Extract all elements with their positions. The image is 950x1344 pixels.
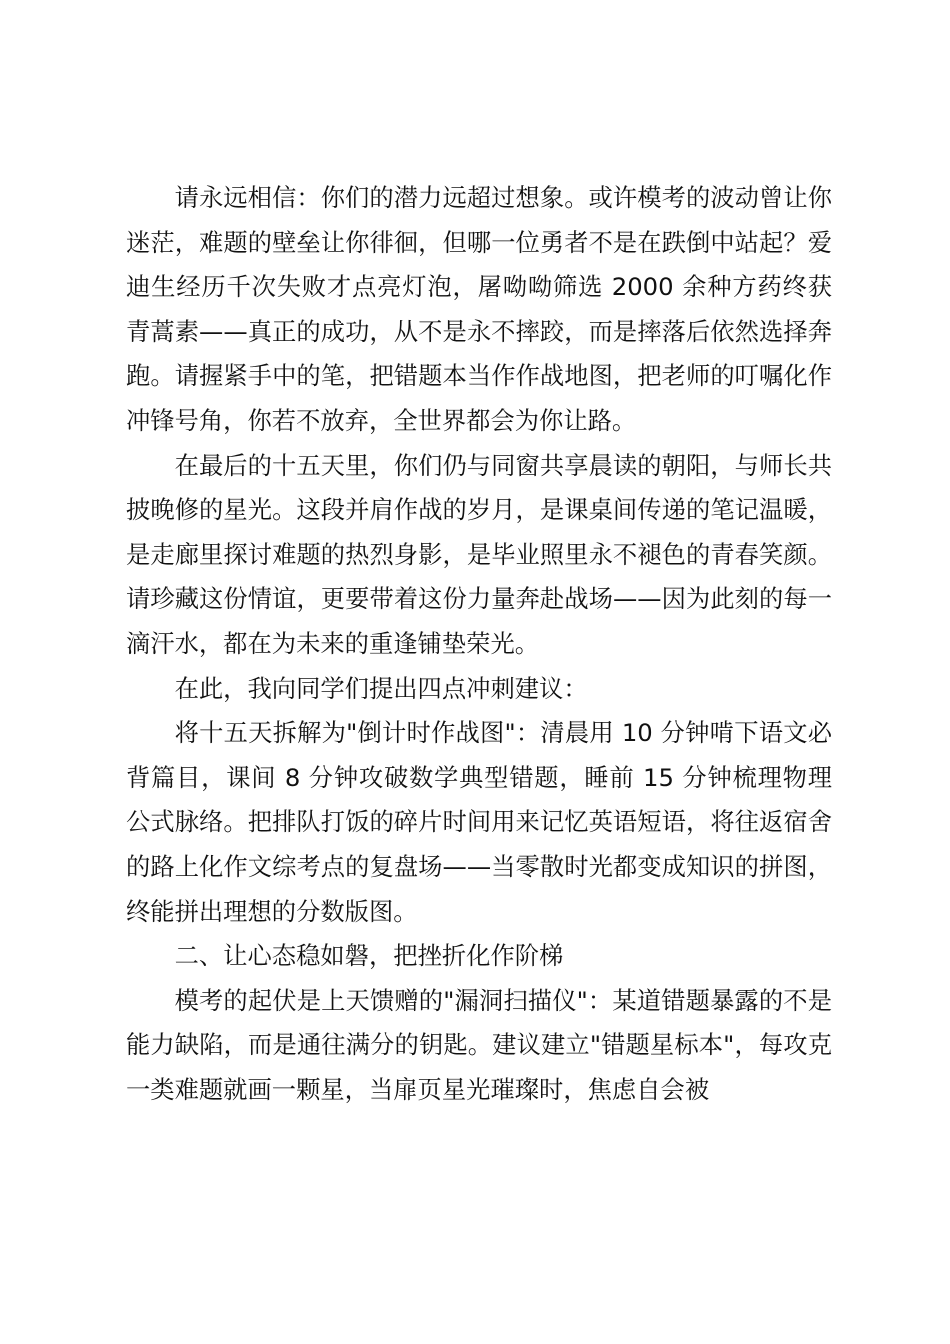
paragraph-believe-potential: 请永远相信：你们的潜力远超过想象。或许模考的波动曾让你迷茫，难题的壁垒让你徘徊，但哪一位勇者不是在跌倒中站起？爱迪生经历千次失败才点亮灯泡，屠呦呦筛选 2000 余种方药终获青蒿素——真正的成功，从不是永不摔跤，而是摔落后依然选择奔跑。请握紧手中的笔，把错题本当作作战地图，把老师的叮嘱化作冲锋号角，你若不放弃，全世界都会为你让路。 xyxy=(126,183,832,435)
paragraph-last-fifteen-days: 在最后的十五天里，你们仍与同窗共享晨读的朝阳，与师长共披晚修的星光。这段并肩作战的岁月，是课桌间传递的笔记温暖，是走廊里探讨难题的热烈身影，是毕业照里永不褪色的青春笑颜。请珍藏这份情谊，更要带着这份力量奔赴战场——因为此刻的每一滴汗水，都在为未来的重逢铺垫荣光。 xyxy=(126,450,832,658)
section-heading-mindset: 二、让心态稳如磐，把挫折化作阶梯 xyxy=(174,941,564,971)
paragraph-suggestions-intro: 在此，我向同学们提出四点冲刺建议： xyxy=(174,673,588,703)
paragraph-mock-exam: 模考的起伏是上天馈赠的"漏洞扫描仪"：某道错题暴露的不是能力缺陷，而是通往满分的钥匙。建议建立"错题星标本"，每攻克一类难题就画一颗星，当扉页星光璀璨时，焦虑自会被 xyxy=(126,985,832,1104)
document-body xyxy=(126,176,832,1112)
paragraph-countdown-plan: 将十五天拆解为"倒计时作战图"：清晨用 10 分钟啃下语文必背篇目，课间 8 分钟攻破数学典型错题，睡前 15 分钟梳理物理公式脉络。把排队打饭的碎片时间用来记忆英语短语，将往返宿舍的路上化作文综考点的复盘场——当零散时光都变成知识的拼图，终能拼出理想的分数版图。 xyxy=(126,718,832,926)
